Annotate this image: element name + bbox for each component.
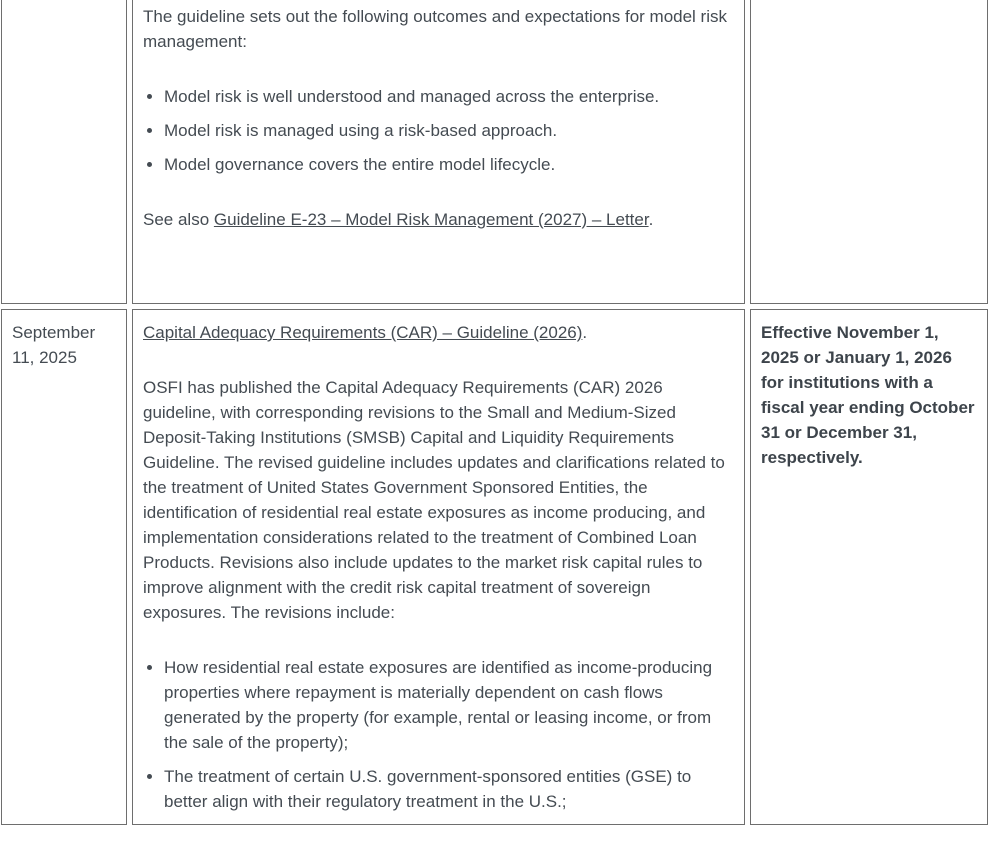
entry-title-suffix: . — [582, 323, 588, 342]
list-item: • Model governance covers the entire model lifecycle. — [164, 152, 734, 177]
entry-title — [143, 320, 734, 345]
list-item: • How residential real estate exposures are identified as income-producing properties where repayment is materially dependent on cash flows generated by the property (for example, rental or leasing income, or from the sale of the property); — [164, 655, 734, 755]
table-row-model-risk — [1, 0, 988, 304]
date-cell: September 11, 2025 — [1, 309, 127, 825]
date-cell — [1, 0, 127, 304]
guideline-e23-letter-link[interactable]: Guideline E-23 – Model Risk Management (2027) – Letter — [213, 210, 649, 229]
entry-body-text: OSFI has published the Capital Adequacy Requirements (CAR) 2026 guideline, with corresponding revisions to the Small and Medium-Sized Deposit-Taking Institutions (SMSB) Capital and Liquidity Requirements Guideline. The revised guideline includes updates and clarifications related to the treatment of United States Government Sponsored Entities, the identification of residential real estate exposures as income producing, and implementation considerations related to the treatment of Combined Loan Products. Revisions also include updates to the market risk capital rules to improve alignment with the credit risk capital treatment of sovereign exposures. The revisions include: — [143, 378, 725, 622]
outcomes-list — [143, 84, 734, 177]
see-also-text — [143, 207, 734, 232]
list-item: • Model risk is managed using a risk-based approach. — [164, 118, 734, 143]
description-cell — [132, 309, 745, 825]
effective-date-cell: Effective November 1, 2025 or January 1, 2026 for institutions with a fiscal year ending October 31 or December 31, respectively. — [750, 309, 988, 825]
list-item: • The treatment of certain U.S. government-sponsored entities (GSE) to better align with their regulatory treatment in the U.S.; — [164, 764, 734, 814]
revisions-list — [143, 655, 734, 814]
guideline-intro-text: The guideline sets out the following outcomes and expectations for model risk management: — [143, 7, 727, 51]
effective-date-cell — [750, 0, 988, 304]
description-cell — [132, 0, 745, 304]
table-row-car-guideline — [1, 309, 988, 825]
see-also-prefix: See also — [143, 210, 214, 229]
see-also-suffix: . — [648, 210, 654, 229]
car-guideline-link[interactable]: Capital Adequacy Requirements (CAR) – Guideline (2026) — [143, 323, 583, 342]
list-item: • Model risk is well understood and managed across the enterprise. — [164, 84, 734, 109]
